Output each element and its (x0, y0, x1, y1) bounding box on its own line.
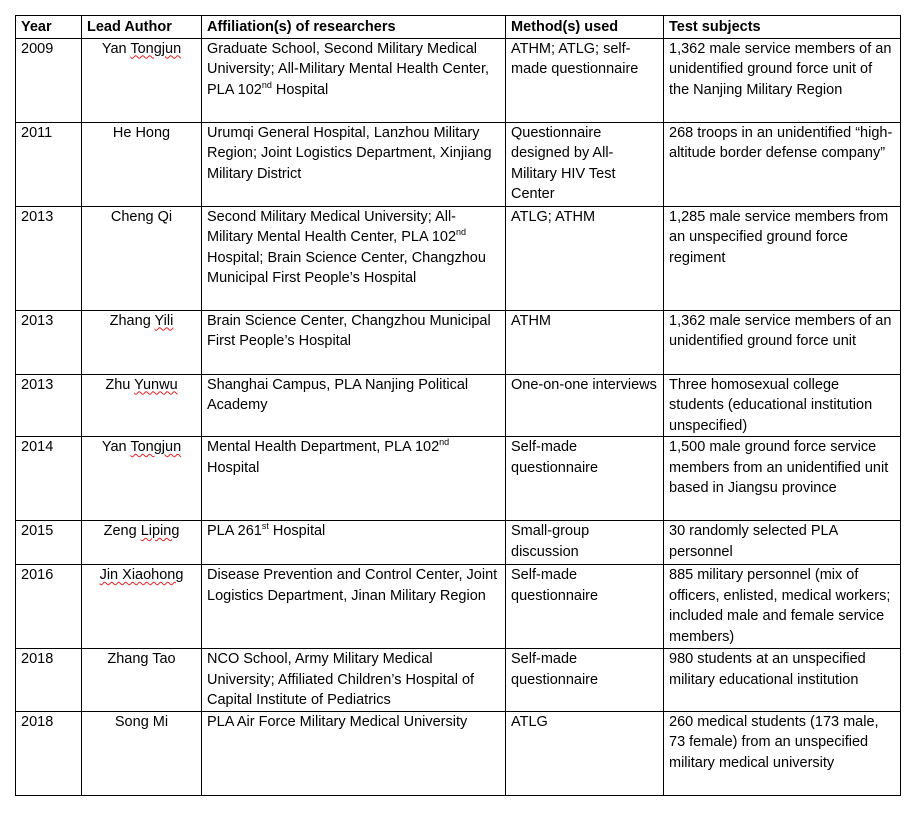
cell-method: Self-made questionnaire (506, 437, 664, 521)
cell-year: 2018 (16, 649, 82, 712)
cell-lead-author: He Hong (82, 122, 202, 206)
cell-affiliation: PLA 261st Hospital (202, 521, 506, 565)
cell-lead-author: Zhu Yunwu (82, 374, 202, 437)
cell-year: 2015 (16, 521, 82, 565)
cell-method: ATHM; ATLG; self-made questionnaire (506, 38, 664, 122)
cell-affiliation: Second Military Medical University; All-Military Mental Health Center, PLA 102nd Hospital; Brain Science Center, Changzhou Municipal First People’s Hospital (202, 206, 506, 310)
header-affiliation: Affiliation(s) of researchers (202, 16, 506, 39)
table-row (16, 310, 901, 374)
cell-lead-author: Zeng Liping (82, 521, 202, 565)
table-body (16, 38, 901, 795)
cell-year: 2013 (16, 206, 82, 310)
cell-test-subjects: Three homosexual college students (educational institution unspecified) (664, 374, 901, 437)
cell-test-subjects: 885 military personnel (mix of officers, enlisted, medical workers; included male and female service members) (664, 565, 901, 649)
table-row (16, 122, 901, 206)
cell-test-subjects: 268 troops in an unidentified “high-altitude border defense company” (664, 122, 901, 206)
cell-lead-author: Yan Tongjun (82, 38, 202, 122)
cell-method: Small-group discussion (506, 521, 664, 565)
cell-affiliation: Brain Science Center, Changzhou Municipal First People’s Hospital (202, 310, 506, 374)
cell-test-subjects: 1,500 male ground force service members from an unidentified unit based in Jiangsu province (664, 437, 901, 521)
header-year: Year (16, 16, 82, 39)
cell-lead-author: Jin Xiaohong (82, 565, 202, 649)
research-table (15, 15, 901, 796)
cell-year: 2013 (16, 310, 82, 374)
cell-test-subjects: 1,362 male service members of an unidentified ground force unit of the Nanjing Military Region (664, 38, 901, 122)
table-row (16, 38, 901, 122)
cell-year: 2011 (16, 122, 82, 206)
cell-year: 2016 (16, 565, 82, 649)
cell-test-subjects: 980 students at an unspecified military educational institution (664, 649, 901, 712)
cell-method: ATHM (506, 310, 664, 374)
table-row (16, 711, 901, 795)
cell-method: Self-made questionnaire (506, 565, 664, 649)
cell-affiliation: Urumqi General Hospital, Lanzhou Military Region; Joint Logistics Department, Xinjiang Military District (202, 122, 506, 206)
cell-test-subjects: 30 randomly selected PLA personnel (664, 521, 901, 565)
cell-method: ATLG (506, 711, 664, 795)
table-row (16, 649, 901, 712)
table-row (16, 206, 901, 310)
cell-year: 2014 (16, 437, 82, 521)
cell-test-subjects: 260 medical students (173 male, 73 female) from an unspecified military medical university (664, 711, 901, 795)
table-row (16, 437, 901, 521)
header-lead-author: Lead Author (82, 16, 202, 39)
header-test-subjects: Test subjects (664, 16, 901, 39)
cell-affiliation: Disease Prevention and Control Center, Joint Logistics Department, Jinan Military Region (202, 565, 506, 649)
cell-affiliation: Mental Health Department, PLA 102nd Hospital (202, 437, 506, 521)
cell-lead-author: Zhang Yili (82, 310, 202, 374)
cell-affiliation: PLA Air Force Military Medical University (202, 711, 506, 795)
cell-year: 2018 (16, 711, 82, 795)
cell-affiliation: Graduate School, Second Military Medical University; All-Military Mental Health Center, PLA 102nd Hospital (202, 38, 506, 122)
cell-year: 2009 (16, 38, 82, 122)
cell-lead-author: Song Mi (82, 711, 202, 795)
cell-method: Questionnaire designed by All-Military HIV Test Center (506, 122, 664, 206)
cell-lead-author: Cheng Qi (82, 206, 202, 310)
cell-test-subjects: 1,362 male service members of an unidentified ground force unit (664, 310, 901, 374)
cell-lead-author: Zhang Tao (82, 649, 202, 712)
cell-affiliation: Shanghai Campus, PLA Nanjing Political Academy (202, 374, 506, 437)
cell-test-subjects: 1,285 male service members from an unspecified ground force regiment (664, 206, 901, 310)
header-row (16, 16, 901, 39)
cell-lead-author: Yan Tongjun (82, 437, 202, 521)
cell-method: One-on-one interviews (506, 374, 664, 437)
header-method: Method(s) used (506, 16, 664, 39)
table-row (16, 565, 901, 649)
table-row (16, 374, 901, 437)
table-row (16, 521, 901, 565)
cell-method: Self-made questionnaire (506, 649, 664, 712)
cell-method: ATLG; ATHM (506, 206, 664, 310)
cell-year: 2013 (16, 374, 82, 437)
cell-affiliation: NCO School, Army Military Medical University; Affiliated Children’s Hospital of Capital Institute of Pediatrics (202, 649, 506, 712)
